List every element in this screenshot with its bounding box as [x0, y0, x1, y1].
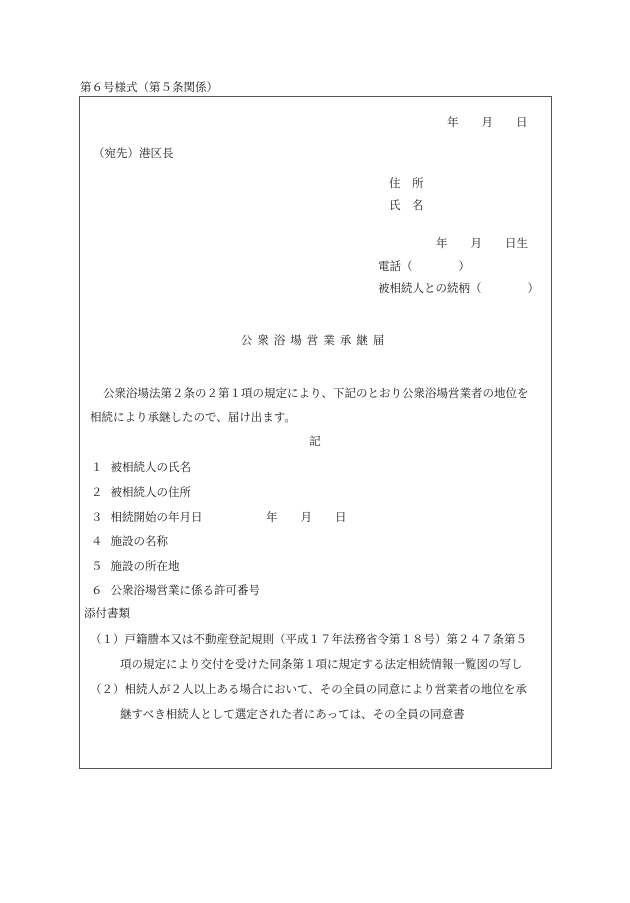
item-label: 被相続人の氏名	[110, 460, 191, 474]
item-number: ２	[91, 485, 103, 499]
item-number: ３	[91, 510, 103, 524]
item-6	[91, 582, 260, 598]
attachment-2-line-2: 継すべき相続人として選定された者にあっては、その全員の同意書	[120, 707, 465, 721]
ki-heading: 記	[309, 434, 321, 448]
item-1	[91, 459, 191, 475]
item-5	[91, 558, 180, 574]
birth-date-label: 年 月 日生	[436, 236, 528, 250]
inheritance-start-date: 年 月 日	[266, 510, 347, 524]
item-number: １	[91, 460, 103, 474]
item-2	[91, 484, 191, 500]
address-label: 住 所	[389, 176, 424, 190]
item-number: ６	[91, 583, 103, 597]
item-3	[91, 509, 203, 525]
item-number: ５	[91, 559, 103, 573]
item-number: ４	[91, 534, 103, 548]
attachments-heading: 添付書類	[84, 606, 130, 620]
name-label: 氏 名	[389, 198, 424, 212]
phone-label: 電話（ ）	[378, 259, 470, 273]
body-line-2: 相続により承継したので、届け出ます。	[90, 410, 296, 424]
attachment-2-line-1: （２）相続人が２人以上ある場合において、その全員の同意により営業者の地位を承	[90, 682, 527, 696]
item-label: 被相続人の住所	[110, 485, 191, 499]
relation-label: 被相続人との続柄（ ）	[378, 281, 539, 295]
attachment-1-line-1: （１）戸籍謄本又は不動産登記規則（平成１７年法務省令第１８号）第２４７条第５	[90, 632, 527, 646]
item-label: 施設の所在地	[110, 559, 180, 573]
addressee: （宛先）港区長	[93, 146, 174, 160]
item-label: 施設の名称	[110, 534, 168, 548]
item-4	[91, 533, 168, 549]
document-title: 公衆浴場営業承継届	[240, 333, 390, 347]
item-label: 相続開始の年月日	[110, 510, 203, 524]
body-line-1: 公衆浴場法第２条の２第１項の規定により、下記のとおり公衆浴場営業者の地位を	[103, 386, 529, 400]
item-label: 公衆浴場営業に係る許可番号	[110, 583, 260, 597]
submission-date: 年 月 日	[447, 115, 528, 129]
attachment-1-line-2: 項の規定により交付を受けた同条第１項に規定する法定相続情報一覧図の写し	[120, 657, 523, 671]
form-number-label: 第６号様式（第５条関係）	[80, 80, 218, 94]
